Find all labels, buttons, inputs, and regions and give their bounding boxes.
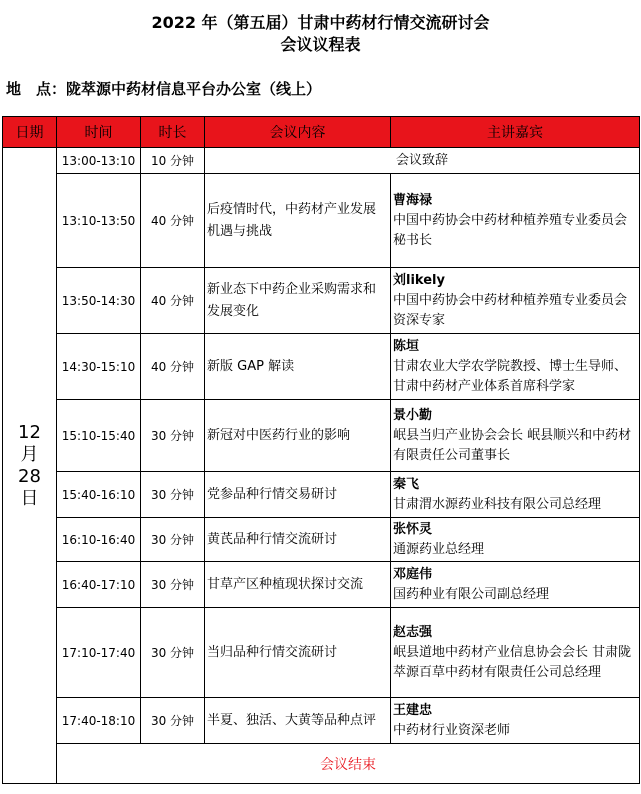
duration-cell: 30 分钟 bbox=[141, 698, 205, 744]
topic-cell: 半夏、独活、大黄等品种点评 bbox=[205, 698, 391, 744]
time-cell: 15:40-16:10 bbox=[57, 472, 141, 518]
time-cell: 16:40-17:10 bbox=[57, 562, 141, 608]
speaker-role: 中国中药协会中药材种植养殖专业委员会秘书长 bbox=[393, 212, 628, 248]
topic-cell: 后疫情时代，中药材产业发展机遇与挑战 bbox=[205, 174, 391, 268]
speaker-name: 王建忠 bbox=[393, 702, 433, 718]
speaker-role: 甘肃农业大学农学院教授、博士生导师、甘肃中药材产业体系首席科学家 bbox=[393, 358, 628, 394]
title-line-2: 会议议程表 bbox=[280, 35, 361, 54]
speaker-role: 中药材行业资深老师 bbox=[393, 722, 511, 738]
topic-cell: 党参品种行情交易研讨 bbox=[205, 472, 391, 518]
topic-cell: 会议致辞 bbox=[205, 148, 640, 174]
time-cell: 17:40-18:10 bbox=[57, 698, 141, 744]
topic-cell: 黄芪品种行情交流研讨 bbox=[205, 518, 391, 562]
table-row bbox=[3, 334, 640, 400]
time-cell: 16:10-16:40 bbox=[57, 518, 141, 562]
title-line-1: 2022 年（第五届）甘肃中药材行情交流研讨会 bbox=[151, 13, 490, 32]
speaker-role: 通源药业总经理 bbox=[393, 541, 485, 557]
speaker-name: 张怀灵 bbox=[393, 521, 433, 537]
table-row bbox=[3, 148, 640, 174]
speaker-cell bbox=[391, 518, 640, 562]
duration-cell: 40 分钟 bbox=[141, 174, 205, 268]
col-content: 会议内容 bbox=[205, 117, 391, 148]
col-speaker: 主讲嘉宾 bbox=[391, 117, 640, 148]
table-row bbox=[3, 562, 640, 608]
end-row bbox=[3, 744, 640, 784]
speaker-cell bbox=[391, 174, 640, 268]
topic-cell: 新业态下中药企业采购需求和发展变化 bbox=[205, 268, 391, 334]
speaker-role: 国药种业有限公司副总经理 bbox=[393, 586, 550, 602]
topic-cell: 新版 GAP 解读 bbox=[205, 334, 391, 400]
table-row bbox=[3, 608, 640, 698]
topic-cell: 当归品种行情交流研讨 bbox=[205, 608, 391, 698]
speaker-cell bbox=[391, 698, 640, 744]
speaker-name: 赵志强 bbox=[393, 624, 433, 640]
speaker-cell bbox=[391, 472, 640, 518]
table-row bbox=[3, 268, 640, 334]
meeting-end-label: 会议结束 bbox=[57, 744, 640, 784]
speaker-name: 景小勤 bbox=[393, 407, 433, 423]
speaker-cell bbox=[391, 400, 640, 472]
agenda-table bbox=[2, 116, 640, 784]
time-cell: 15:10-15:40 bbox=[57, 400, 141, 472]
col-time: 时间 bbox=[57, 117, 141, 148]
time-cell: 13:10-13:50 bbox=[57, 174, 141, 268]
page-title bbox=[0, 0, 641, 56]
table-row bbox=[3, 472, 640, 518]
venue-line: 地 点：陇萃源中药材信息平台办公室（线上） bbox=[6, 80, 322, 98]
speaker-cell bbox=[391, 268, 640, 334]
table-row bbox=[3, 174, 640, 268]
topic-cell: 甘草产区种植现状探讨交流 bbox=[205, 562, 391, 608]
duration-cell: 40 分钟 bbox=[141, 334, 205, 400]
speaker-role: 甘肃渭水源药业科技有限公司总经理 bbox=[393, 496, 602, 512]
duration-cell: 30 分钟 bbox=[141, 562, 205, 608]
speaker-name: 陈垣 bbox=[393, 338, 420, 354]
time-cell: 17:10-17:40 bbox=[57, 608, 141, 698]
speaker-name: 刘likely bbox=[393, 272, 445, 288]
table-row bbox=[3, 400, 640, 472]
duration-cell: 30 分钟 bbox=[141, 472, 205, 518]
table-row bbox=[3, 698, 640, 744]
speaker-cell bbox=[391, 562, 640, 608]
speaker-cell bbox=[391, 334, 640, 400]
speaker-name: 曹海禄 bbox=[393, 192, 433, 208]
col-duration: 时长 bbox=[141, 117, 205, 148]
time-cell: 14:30-15:10 bbox=[57, 334, 141, 400]
table-row bbox=[3, 518, 640, 562]
table-header-row bbox=[3, 117, 640, 148]
duration-cell: 40 分钟 bbox=[141, 268, 205, 334]
date-text: 12 月 28 日 bbox=[18, 421, 41, 509]
speaker-role: 岷县道地中药材产业信息协会会长 甘肃陇萃源百草中药材有限责任公司总经理 bbox=[393, 644, 632, 680]
time-cell: 13:00-13:10 bbox=[57, 148, 141, 174]
duration-cell: 10 分钟 bbox=[141, 148, 205, 174]
speaker-name: 邓庭伟 bbox=[393, 566, 433, 582]
speaker-role: 中国中药协会中药材种植养殖专业委员会资深专家 bbox=[393, 292, 628, 328]
col-date: 日期 bbox=[3, 117, 57, 148]
duration-cell: 30 分钟 bbox=[141, 518, 205, 562]
speaker-role: 岷县当归产业协会会长 岷县顺兴和中药材有限责任公司董事长 bbox=[393, 427, 632, 463]
duration-cell: 30 分钟 bbox=[141, 400, 205, 472]
speaker-cell bbox=[391, 608, 640, 698]
time-cell: 13:50-14:30 bbox=[57, 268, 141, 334]
date-cell bbox=[3, 148, 57, 784]
speaker-name: 秦飞 bbox=[393, 476, 420, 492]
topic-cell: 新冠对中医药行业的影响 bbox=[205, 400, 391, 472]
duration-cell: 30 分钟 bbox=[141, 608, 205, 698]
